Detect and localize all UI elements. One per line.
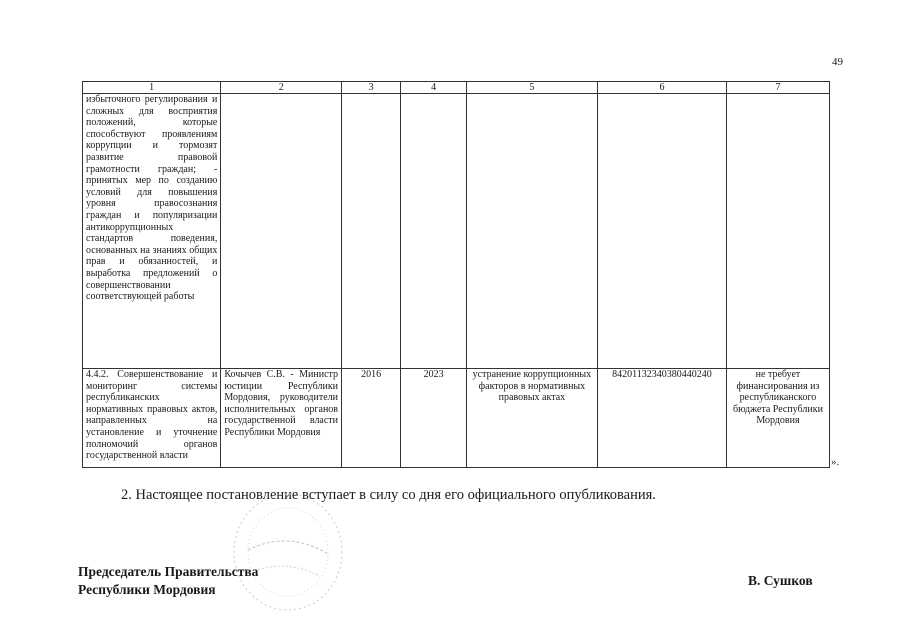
measure-description: избыточного регулирования и сложных для восприятия положений, которые способствуют проявлениям коррупции и тормозят развитие правовой грамотности граждан; - принятых мер по созданию условий для повышения уровня правосознания граждан и популяризации антикоррупционных стандартов поведения, основанных на знаниях общих прав и обязанностей, и выработка предложений о совершенствовании соответствующей работы (83, 94, 221, 369)
signature-name: В. Сушков (748, 573, 813, 588)
page-number: 49 (832, 56, 843, 68)
empty-cell (597, 94, 726, 369)
empty-cell (342, 94, 401, 369)
empty-cell (726, 94, 829, 369)
column-number: 2 (221, 82, 342, 94)
start-year: 2016 (342, 369, 401, 468)
column-number-row (83, 82, 830, 94)
column-number: 1 (83, 82, 221, 94)
signature-title (78, 563, 258, 599)
closing-quote: ». (831, 456, 840, 468)
table-row-4-4-2 (83, 369, 830, 468)
column-number: 7 (726, 82, 829, 94)
measure-description: 4.4.2. Совершенствование и мониторинг системы республиканских нормативных правовых актов, направленных на установление и уточнение полномочий органов государственной власти (83, 369, 221, 468)
expected-result: устранение коррупционных факторов в нормативных правовых актах (466, 369, 597, 468)
empty-cell (401, 94, 467, 369)
budget-code: 84201132340380440240 (597, 369, 726, 468)
end-year: 2023 (401, 369, 467, 468)
clause-2-text: 2. Настоящее постановление вступает в силу со дня его официального опубликования. (121, 487, 656, 503)
empty-cell (221, 94, 342, 369)
responsible-executors: Кочычев С.В. - Министр юстиции Республики Мордовия, руководители исполнительных органов государственной власти Республики Мордовия (221, 369, 342, 468)
column-number: 4 (401, 82, 467, 94)
empty-cell (466, 94, 597, 369)
column-number: 3 (342, 82, 401, 94)
financing-source: не требует финансирования из республиканского бюджета Республики Мордовия (726, 369, 829, 468)
measures-table (82, 81, 830, 468)
column-number: 5 (466, 82, 597, 94)
table-row-continuation (83, 94, 830, 369)
signature-title-line: Республики Мордовия (78, 582, 216, 597)
signature-title-line: Председатель Правительства (78, 564, 259, 579)
column-number: 6 (597, 82, 726, 94)
